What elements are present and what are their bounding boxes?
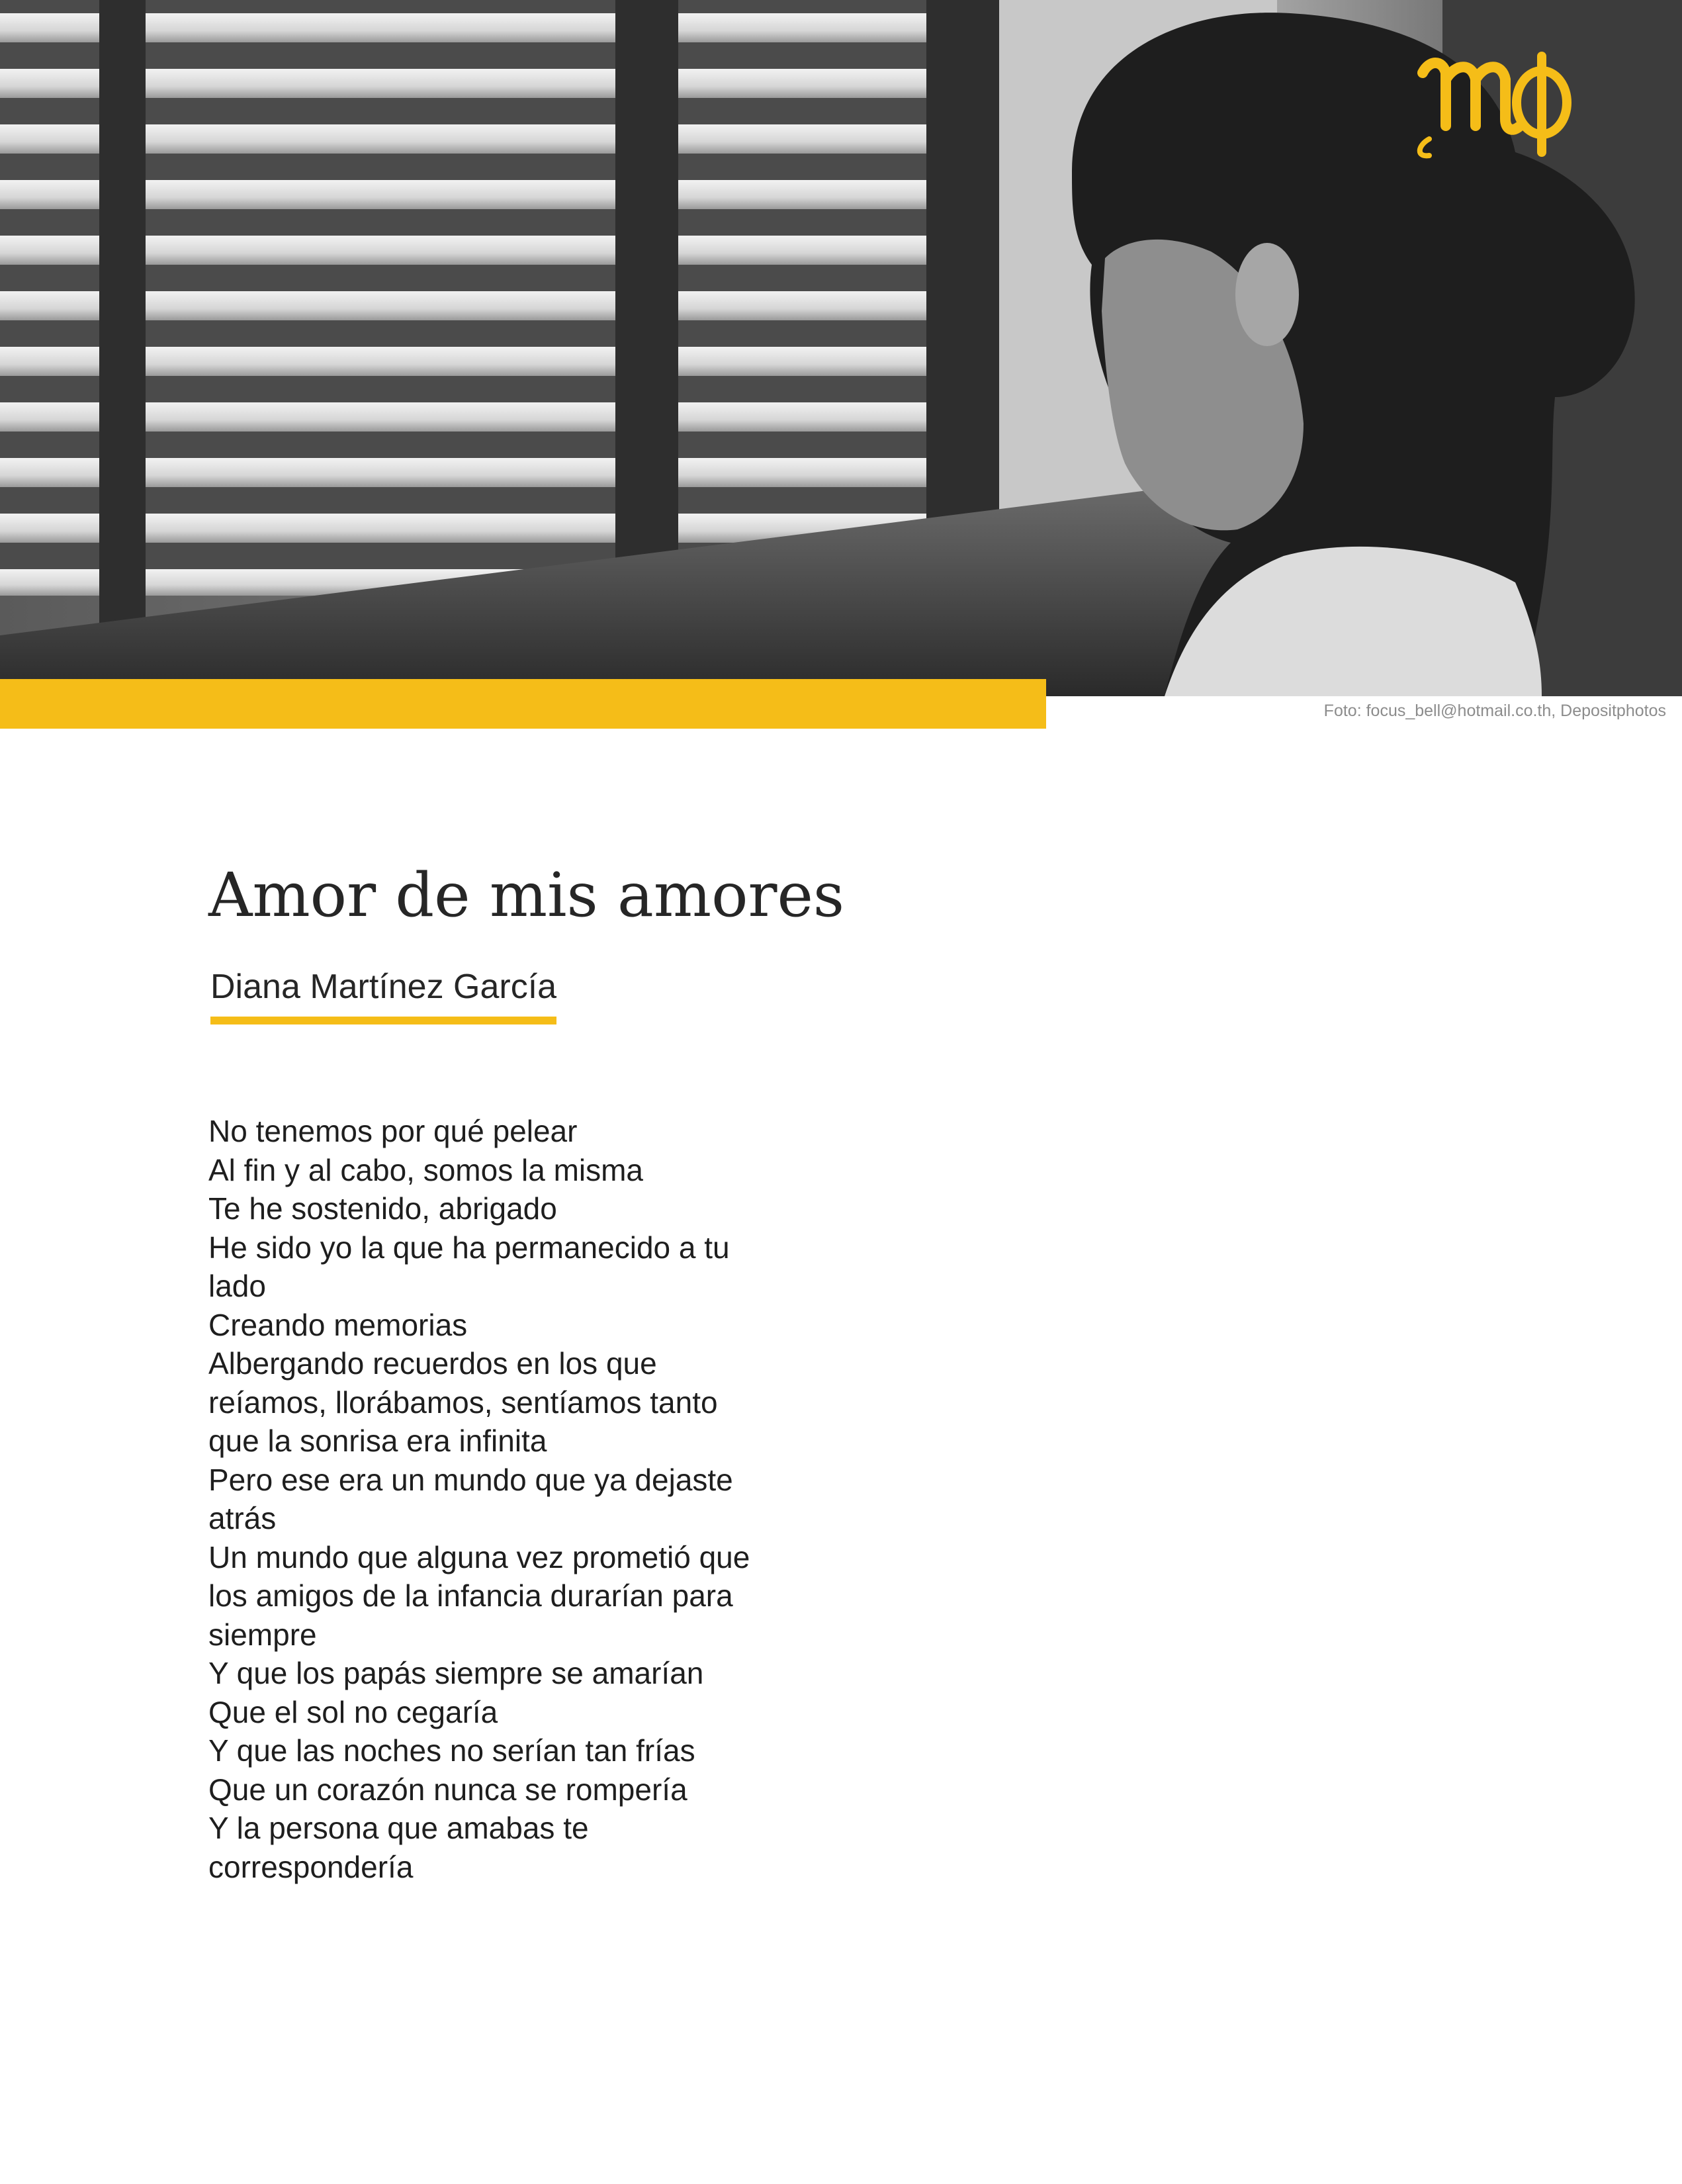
poem-line: los amigos de la infancia durarían para xyxy=(208,1578,733,1613)
poem-line: correspondería xyxy=(208,1849,414,1884)
poem-line: Al fin y al cabo, somos la misma xyxy=(208,1152,644,1187)
poem-line: Te he sostenido, abrigado xyxy=(208,1191,557,1226)
poem-line: No tenemos por qué pelear xyxy=(208,1114,578,1148)
accent-bar xyxy=(0,679,1046,729)
article-author: Diana Martínez García xyxy=(210,966,556,1024)
poem-line: siempre xyxy=(208,1617,317,1652)
poem-line: Y la persona que amabas te xyxy=(208,1811,589,1845)
poem-line: Que el sol no cegaría xyxy=(208,1694,498,1729)
poem-line: Pero ese era un mundo que ya dejaste xyxy=(208,1462,733,1497)
poem-line: Creando memorias xyxy=(208,1307,468,1342)
poem-line: reíamos, llorábamos, sentíamos tanto xyxy=(208,1385,718,1420)
poem-line: Y que los papás siempre se amarían xyxy=(208,1656,704,1690)
poem-line: Que un corazón nunca se rompería xyxy=(208,1772,687,1807)
photo-credit: Foto: focus_bell@hotmail.co.th, Depositphotos xyxy=(1323,702,1666,720)
poem-line: He sido yo la que ha permanecido a tu xyxy=(208,1230,730,1265)
poem-body xyxy=(208,1112,870,1886)
poem-line: Y que las noches no serían tan frías xyxy=(208,1733,695,1768)
poem-line: Un mundo que alguna vez prometió que xyxy=(208,1539,750,1574)
article-title: Amor de mis amores xyxy=(208,860,845,931)
poem-line: atrás xyxy=(208,1501,277,1535)
brand-logo xyxy=(1409,46,1575,159)
poem-line: que la sonrisa era infinita xyxy=(208,1424,547,1458)
poem-line: Albergando recuerdos en los que xyxy=(208,1346,657,1381)
poem-line: lado xyxy=(208,1269,266,1303)
